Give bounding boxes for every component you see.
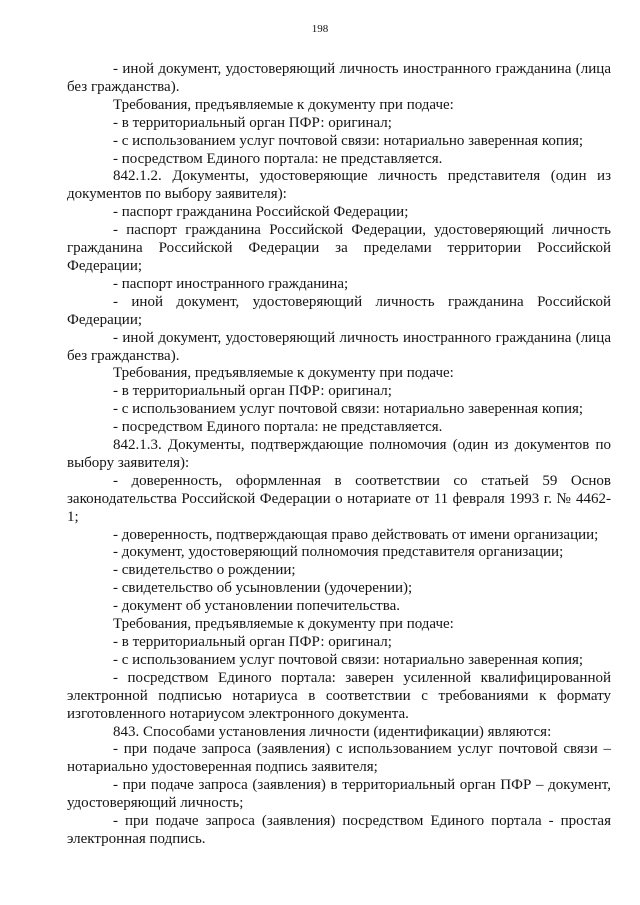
paragraph: - паспорт гражданина Российской Федерации, удостоверяющий личность гражданина Российской Федерации за пределами территории Российской Федерации; <box>67 222 611 274</box>
paragraph: - паспорт гражданина Российской Федерации; <box>113 204 409 221</box>
paragraph: Требования, предъявляемые к документу при подаче: <box>113 365 454 382</box>
paragraph: - паспорт иностранного гражданина; <box>113 275 349 292</box>
page-number: 198 <box>311 23 329 35</box>
paragraph: - при подаче запроса (заявления) в территориальный орган ПФР – документ, удостоверяющий личность; <box>67 777 611 812</box>
paragraph: - посредством Единого портала: не представляется. <box>113 419 443 436</box>
paragraph: - в территориальный орган ПФР: оригинал; <box>113 383 392 400</box>
section-heading: 842.1.2. Документы, удостоверяющие личность представителя (один из документов по выбору заявителя): <box>67 168 611 203</box>
paragraph: - иной документ, удостоверяющий личность иностранного гражданина (лица без гражданства). <box>67 61 611 95</box>
paragraph: - при подаче запроса (заявления) с использованием услуг почтовой связи – нотариально удостоверенная подпись заявителя; <box>67 741 611 776</box>
paragraph: - посредством Единого портала: заверен усиленной квалифицированной электронной подписью нотариуса в соответствии с требованиями к формату изготовленного нотариусом электронного документа. <box>67 669 611 722</box>
paragraph: - с использованием услуг почтовой связи: нотариально заверенная копия; <box>113 132 584 149</box>
paragraph: - документ об установлении попечительства. <box>113 598 401 615</box>
paragraph: - с использованием услуг почтовой связи: нотариально заверенная копия; <box>113 401 584 418</box>
paragraph: - посредством Единого портала: не представляется. <box>113 150 443 167</box>
paragraph: Требования, предъявляемые к документу при подаче: <box>113 616 454 633</box>
paragraph: - с использованием услуг почтовой связи: нотариально заверенная копия; <box>113 651 584 668</box>
paragraph: Требования, предъявляемые к документу при подаче: <box>113 96 454 113</box>
paragraph: - документ, удостоверяющий полномочия представителя организации; <box>113 544 564 561</box>
paragraph: - иной документ, удостоверяющий личность иностранного гражданина (лица без гражданства). <box>67 329 611 364</box>
paragraph: - доверенность, оформленная в соответствии со статьей 59 Основ законодательства Российской Федерации о нотариате от 11 февраля 1993 г. № 4462-1; <box>67 472 611 525</box>
section-heading: 842.1.3. Документы, подтверждающие полномочия (один из документов по выбору заявителя): <box>67 437 611 471</box>
paragraph: - иной документ, удостоверяющий личность гражданина Российской Федерации; <box>67 293 611 328</box>
paragraph: - в территориальный орган ПФР: оригинал; <box>113 114 392 131</box>
document-body <box>67 61 611 849</box>
paragraph: - свидетельство об усыновлении (удочерении); <box>113 580 413 597</box>
paragraph: - доверенность, подтверждающая право действовать от имени организации; <box>113 526 599 543</box>
paragraph: - при подаче запроса (заявления) посредством Единого портала - простая электронная подпись. <box>67 813 611 847</box>
section-heading: 843. Способами установления личности (идентификации) являются: <box>113 723 552 740</box>
paragraph: - свидетельство о рождении; <box>113 562 296 579</box>
paragraph: - в территориальный орган ПФР: оригинал; <box>113 634 392 650</box>
